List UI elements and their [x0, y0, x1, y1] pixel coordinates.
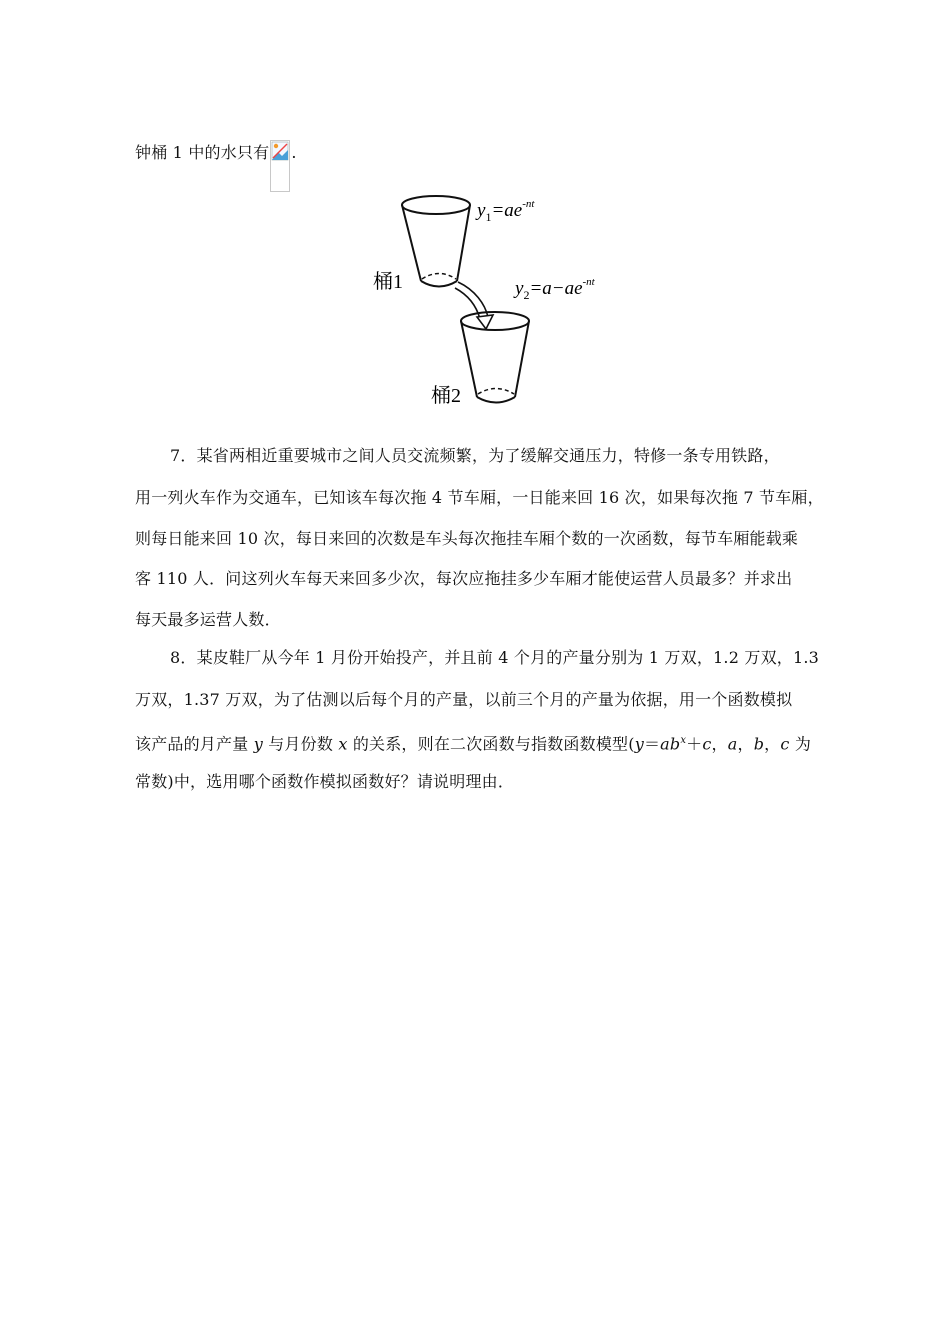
q8-line-3	[135, 731, 811, 754]
formula-y1: $y_1=ae^{-nt}$	[477, 198, 535, 224]
q8-line-1: 8．某皮鞋厂从今年 1 月份开始投产，并且前 4 个月的产量分别为 1 万双，1.2 万双，1.3	[170, 648, 820, 667]
model-exponent: x	[680, 735, 687, 746]
var-a: a	[727, 734, 738, 754]
q8-text: ，	[711, 734, 728, 754]
q8-text: 与月份数	[262, 734, 339, 754]
bucket-diagram	[365, 180, 625, 415]
bucket-diagram-svg	[365, 180, 625, 415]
model-plus: ＋	[686, 734, 703, 754]
bucket-1-label: 桶1	[373, 271, 403, 293]
var-y: y	[253, 734, 263, 754]
q8-text: 的关系，则在二次函数与指数函数模型(	[347, 734, 635, 754]
q7-line-3: 则每日能来回 10 次，每日来回的次数是车头每次拖挂车厢个数的一次函数，每节车厢能载乘	[135, 529, 799, 548]
var-c: c	[780, 734, 790, 754]
q8-line-2: 万双，1.37 万双，为了估测以后每个月的产量，以前三个月的产量为依据，用一个函数模拟	[135, 690, 793, 709]
model-ab: ab	[660, 734, 681, 754]
broken-image-icon	[270, 140, 290, 192]
bucket-2-shape	[461, 312, 529, 403]
continued-text: 钟桶 1 中的水只有	[135, 143, 270, 162]
q8-text: ，	[737, 734, 754, 754]
var-x: x	[338, 734, 348, 754]
q7-line-1: 7．某省两相近重要城市之间人员交流频繁，为了缓解交通压力，特修一条专用铁路，	[170, 446, 780, 465]
model-c: c	[702, 734, 712, 754]
var-b: b	[753, 734, 765, 754]
q8-text: ，	[764, 734, 781, 754]
q8-text: 为	[789, 734, 812, 754]
continued-period: .	[291, 143, 297, 162]
q7-line-2: 用一列火车作为交通车，已知该车每次拖 4 节车厢，一日能来回 16 次，如果每次拖 7 节车厢，	[135, 488, 824, 507]
q7-line-5: 每天最多运营人数．	[135, 610, 281, 629]
bucket-2-label: 桶2	[431, 385, 461, 407]
q8-text: 该产品的月产量	[135, 734, 254, 754]
q7-line-4: 客 110 人．问这列火车每天来回多少次，每次应拖挂多少车厢才能使运营人员最多？并求出	[135, 569, 793, 588]
q8-line-4: 常数)中，选用哪个函数作模拟函数好？请说明理由．	[135, 772, 515, 791]
model-y: y	[634, 734, 644, 754]
continued-line	[135, 140, 297, 192]
formula-y2: $y_2=a-ae^{-nt}$	[515, 276, 595, 302]
model-eq: ＝	[643, 734, 661, 754]
bucket-1-shape	[402, 196, 470, 287]
